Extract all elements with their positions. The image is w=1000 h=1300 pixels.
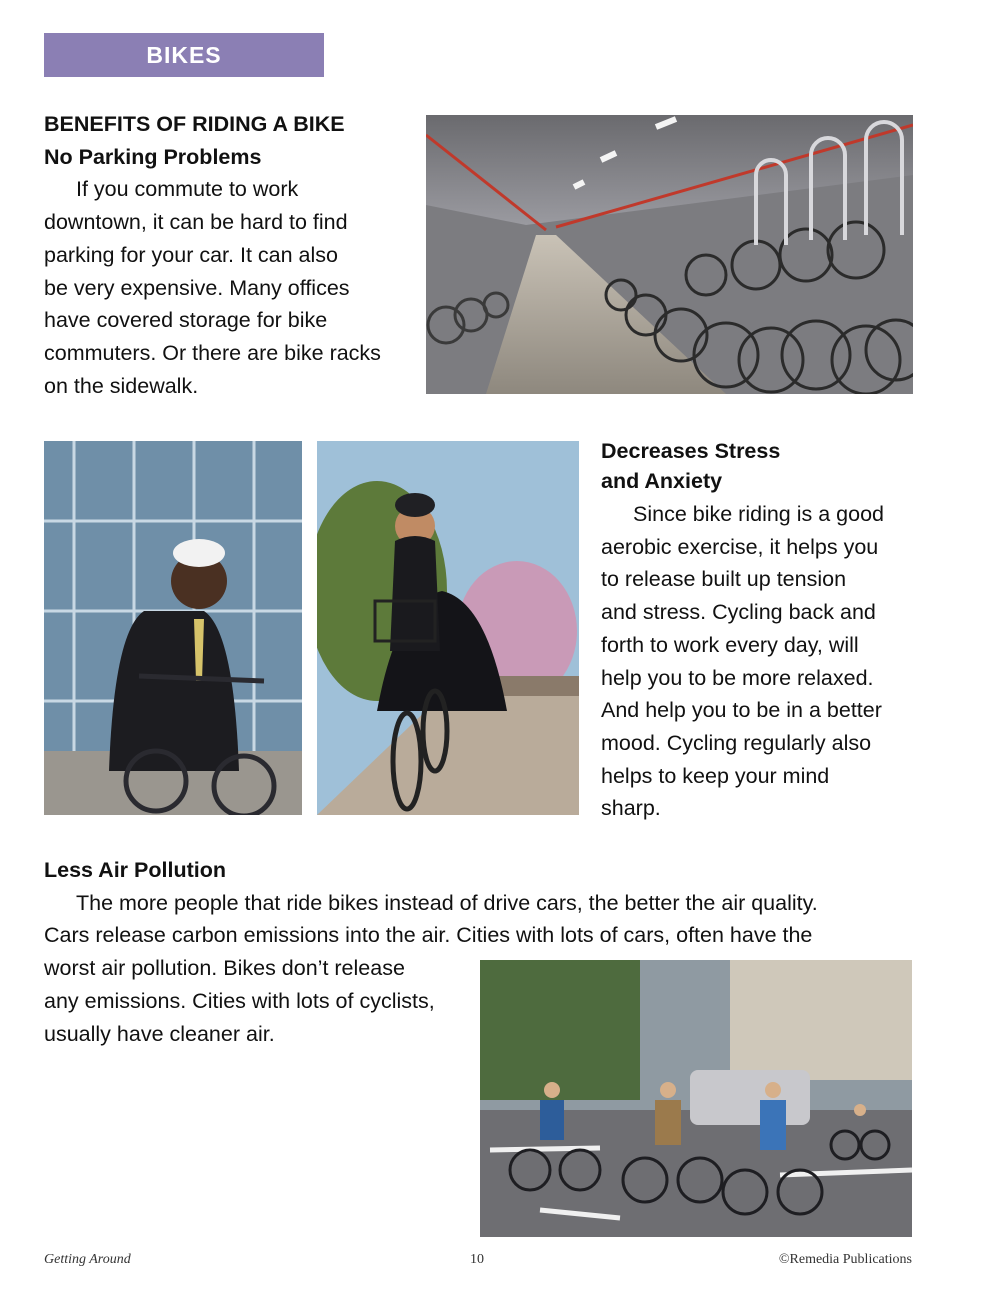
parking-line: be very expensive. Many offices (44, 275, 350, 300)
stress-line: and stress. Cycling back and (601, 600, 876, 625)
parking-line: If you commute to work (76, 177, 299, 202)
stress-heading: Decreases Stress (601, 439, 781, 463)
stress-line: to release built up tension (601, 567, 847, 592)
section-stress (601, 436, 981, 825)
stress-line: aerobic exercise, it helps you (601, 534, 879, 559)
pollution-line: Cars release carbon emissions into the air. Cities with lots of cars, often have the (44, 923, 813, 948)
stress-line: sharp. (601, 796, 661, 821)
pollution-line: The more people that ride bikes instead of drive cars, the better the air quality. (76, 890, 818, 915)
stress-line: Since bike riding is a good (633, 502, 884, 526)
stress-line: helps to keep your mind (601, 763, 830, 788)
pollution-line: any emissions. Cities with lots of cyclists, (44, 988, 435, 1013)
bike-garage-photo (426, 115, 913, 394)
pollution-heading: Less Air Pollution (44, 858, 226, 882)
stress-line: And help you to be in a better (601, 698, 882, 723)
section-parking (44, 108, 414, 402)
page-number: 10 (470, 1252, 484, 1267)
parking-line: parking for your car. It can also (44, 242, 338, 267)
pollution-line: worst air pollution. Bikes don’t release (44, 956, 405, 981)
woman-cyclist-photo (317, 441, 579, 815)
stress-line: forth to work every day, will (601, 632, 859, 657)
parking-line: on the sidewalk. (44, 373, 199, 398)
parking-line: downtown, it can be hard to find (44, 210, 348, 235)
pollution-line: usually have cleaner air. (44, 1021, 275, 1046)
parking-heading: No Parking Problems (44, 144, 262, 169)
stress-heading: and Anxiety (601, 469, 723, 493)
main-heading: BENEFITS OF RIDING A BIKE (44, 112, 345, 136)
stress-line: help you to be more relaxed. (601, 665, 874, 690)
businessman-cyclist-photo (44, 441, 302, 815)
section-tab: BIKES (44, 33, 324, 77)
parking-line: have covered storage for bike (44, 308, 328, 333)
street-cyclists-photo (480, 960, 912, 1237)
footer-left: Getting Around (44, 1252, 131, 1267)
footer-copyright: ©Remedia Publications (778, 1252, 912, 1267)
parking-line: commuters. Or there are bike racks (44, 340, 381, 365)
stress-line: mood. Cycling regularly also (601, 730, 872, 755)
